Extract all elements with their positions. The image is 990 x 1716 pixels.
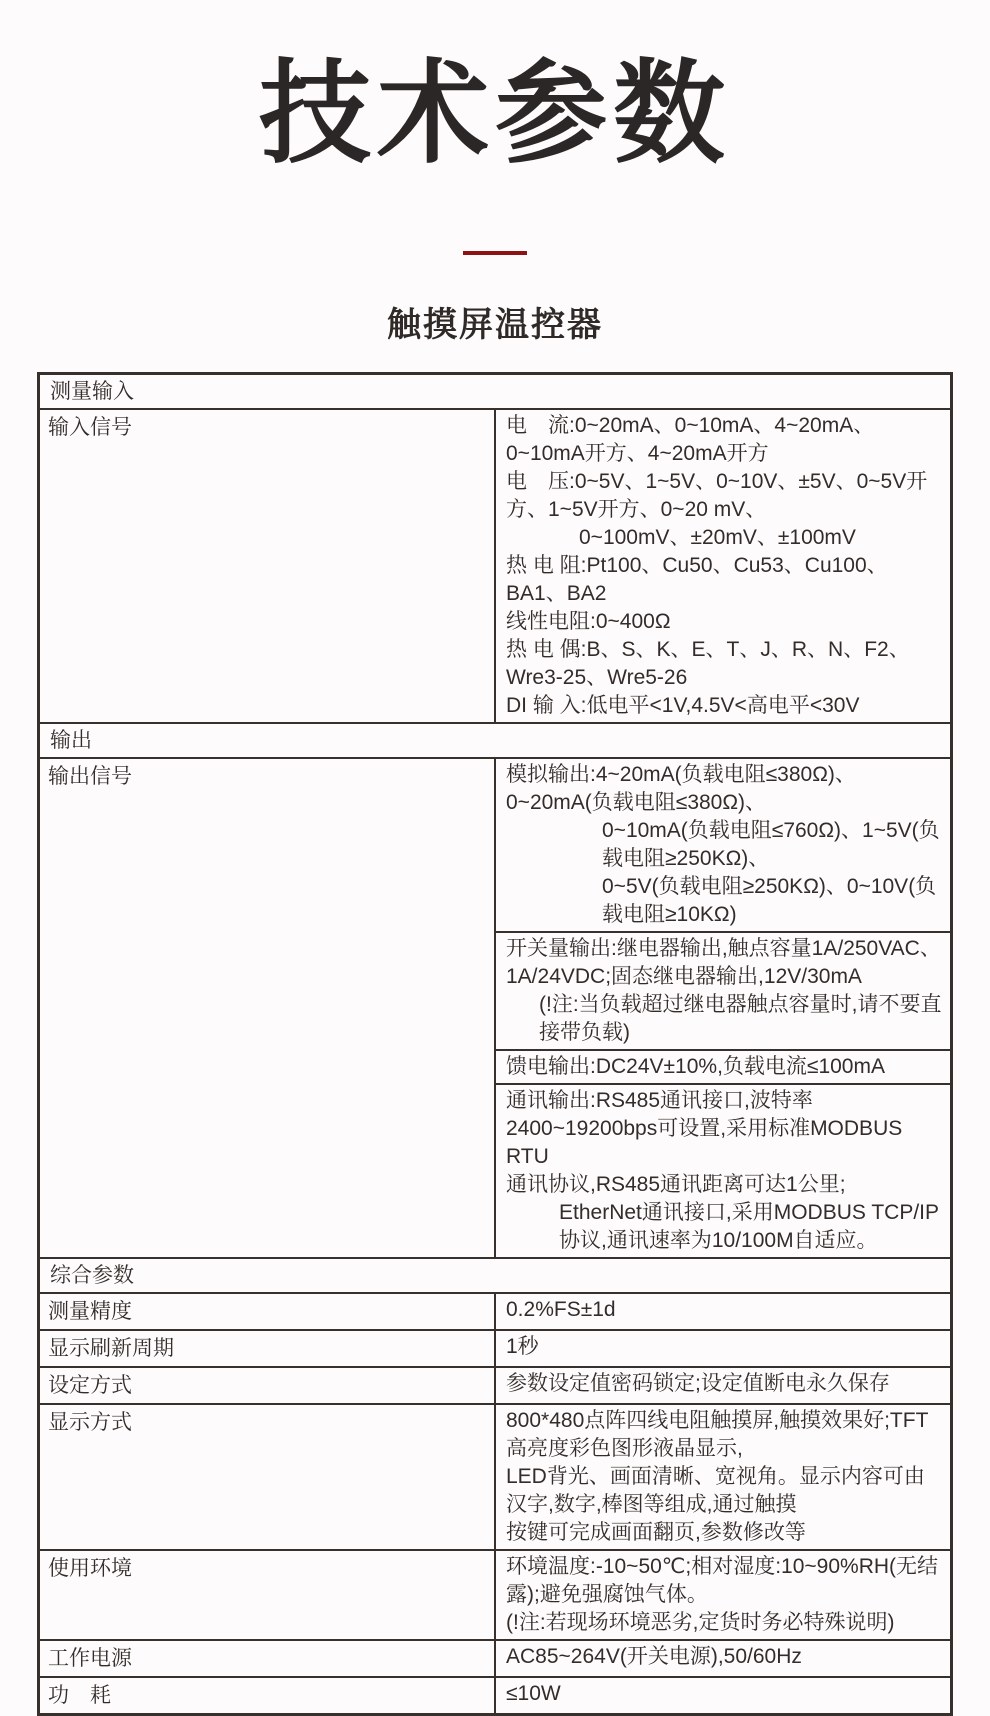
row-output-signal [39,758,952,1258]
output-signal-value [495,758,952,1258]
spec-line-thermocouple: 热 电 偶:B、S、K、E、T、J、R、N、F2、Wre3-25、Wre5-26 [506,638,910,690]
product-subtitle: 触摸屏温控器 [387,306,603,345]
spec-line-comm-3: EtherNet通讯接口,采用MODBUS TCP/IP协议,通讯速率为10/100M自适应。 [559,1201,940,1253]
spec-line-display-2: LED背光、画面清晰、宽视角。显示内容可由汉字,数字,棒图等组成,通过触摸 [506,1465,925,1517]
display-label: 显示方式 [39,1404,496,1550]
section-header-general: 综合参数 [39,1258,952,1293]
subrow-switch-output [496,933,950,1051]
refresh-label: 显示刷新周期 [39,1330,496,1367]
consumption-label: 功 耗 [39,1677,496,1715]
spec-line-analog-2: 0~10mA(负载电阻≤760Ω)、1~5V(负载电阻≥250KΩ)、 [602,819,940,871]
environment-label: 使用环境 [39,1550,496,1640]
spec-line-analog-1: 模拟输出:4~20mA(负载电阻≤380Ω)、0~20mA(负载电阻≤380Ω)、 [506,763,856,815]
section-header-measure-input: 测量输入 [39,374,952,410]
spec-line-analog-3: 0~5V(负载电阻≥250KΩ)、0~10V(负载电阻≥10KΩ) [602,875,937,927]
accuracy-label: 测量精度 [39,1293,496,1330]
spec-line-switch-note: (!注:当负载超过继电器触点容量时,请不要直接带负载) [539,993,942,1045]
spec-line-display-1: 800*480点阵四线电阻触摸屏,触摸效果好;TFT高亮度彩色图形液晶显示, [506,1409,929,1461]
row-general-header [39,1258,952,1293]
spec-line-current: 电 流:0~20mA、0~10mA、4~20mA、0~10mA开方、4~20mA开方 [506,414,875,466]
spec-line-env-1: 环境温度:-10~50℃;相对湿度:10~90%RH(无结露);避免强腐蚀气体。 [506,1555,939,1607]
setting-value: 参数设定值密码锁定;设定值断电永久保存 [495,1367,952,1404]
page-title: 技术参数 [259,51,731,176]
setting-label: 设定方式 [39,1367,496,1404]
subrow-feed-output [496,1051,950,1085]
row-display [39,1404,952,1550]
power-value: AC85~264V(开关电源),50/60Hz [495,1640,952,1677]
spec-line-feed: 馈电输出:DC24V±10%,负载电流≤100mA [506,1055,885,1079]
refresh-value: 1秒 [495,1330,952,1367]
row-power [39,1640,952,1677]
output-signal-label: 输出信号 [39,758,496,1258]
row-environment [39,1550,952,1640]
input-signal-value [495,409,952,723]
input-signal-label: 输入信号 [39,409,496,723]
accuracy-value: 0.2%FS±1d [495,1293,952,1330]
row-accuracy [39,1293,952,1330]
subrow-comm-output [496,1085,950,1257]
display-value [495,1404,952,1550]
spec-line-env-2: (!注:若现场环境恶劣,定货时务必特殊说明) [506,1611,895,1635]
row-measure-input-header [39,374,952,410]
spec-line-rtd: 热 电 阻:Pt100、Cu50、Cu53、Cu100、BA1、BA2 [506,554,888,606]
row-consumption [39,1677,952,1715]
section-header-output: 输出 [39,723,952,758]
spec-line-comm-1: 通讯输出:RS485通讯接口,波特率2400~19200bps可设置,采用标准MODBUS RTU [506,1089,903,1169]
power-label: 工作电源 [39,1640,496,1677]
spec-line-voltage: 电 压:0~5V、1~5V、0~10V、±5V、0~5V开方、1~5V开方、0~20 mV、 [506,470,928,522]
row-refresh [39,1330,952,1367]
spec-line-comm-2: 通讯协议,RS485通讯距离可达1公里; [506,1173,846,1197]
spec-line-di-input: DI 输 入:低电平<1V,4.5V<高电平<30V [506,694,860,718]
row-input-signal [39,409,952,723]
spec-line-linear-resistance: 线性电阻:0~400Ω [506,610,671,634]
subrow-analog-output [496,759,950,933]
spec-line-voltage-cont: 0~100mV、±20mV、±100mV [579,526,856,550]
row-setting [39,1367,952,1404]
spec-line-switch: 开关量输出:继电器输出,触点容量1A/250VAC、1A/24VDC;固态继电器输出,12V/30mA [506,937,941,989]
spec-table [37,372,953,1716]
title-divider [463,251,527,255]
row-output-header [39,723,952,758]
consumption-value: ≤10W [495,1677,952,1715]
spec-line-display-3: 按键可完成画面翻页,参数修改等 [506,1521,806,1545]
environment-value [495,1550,952,1640]
